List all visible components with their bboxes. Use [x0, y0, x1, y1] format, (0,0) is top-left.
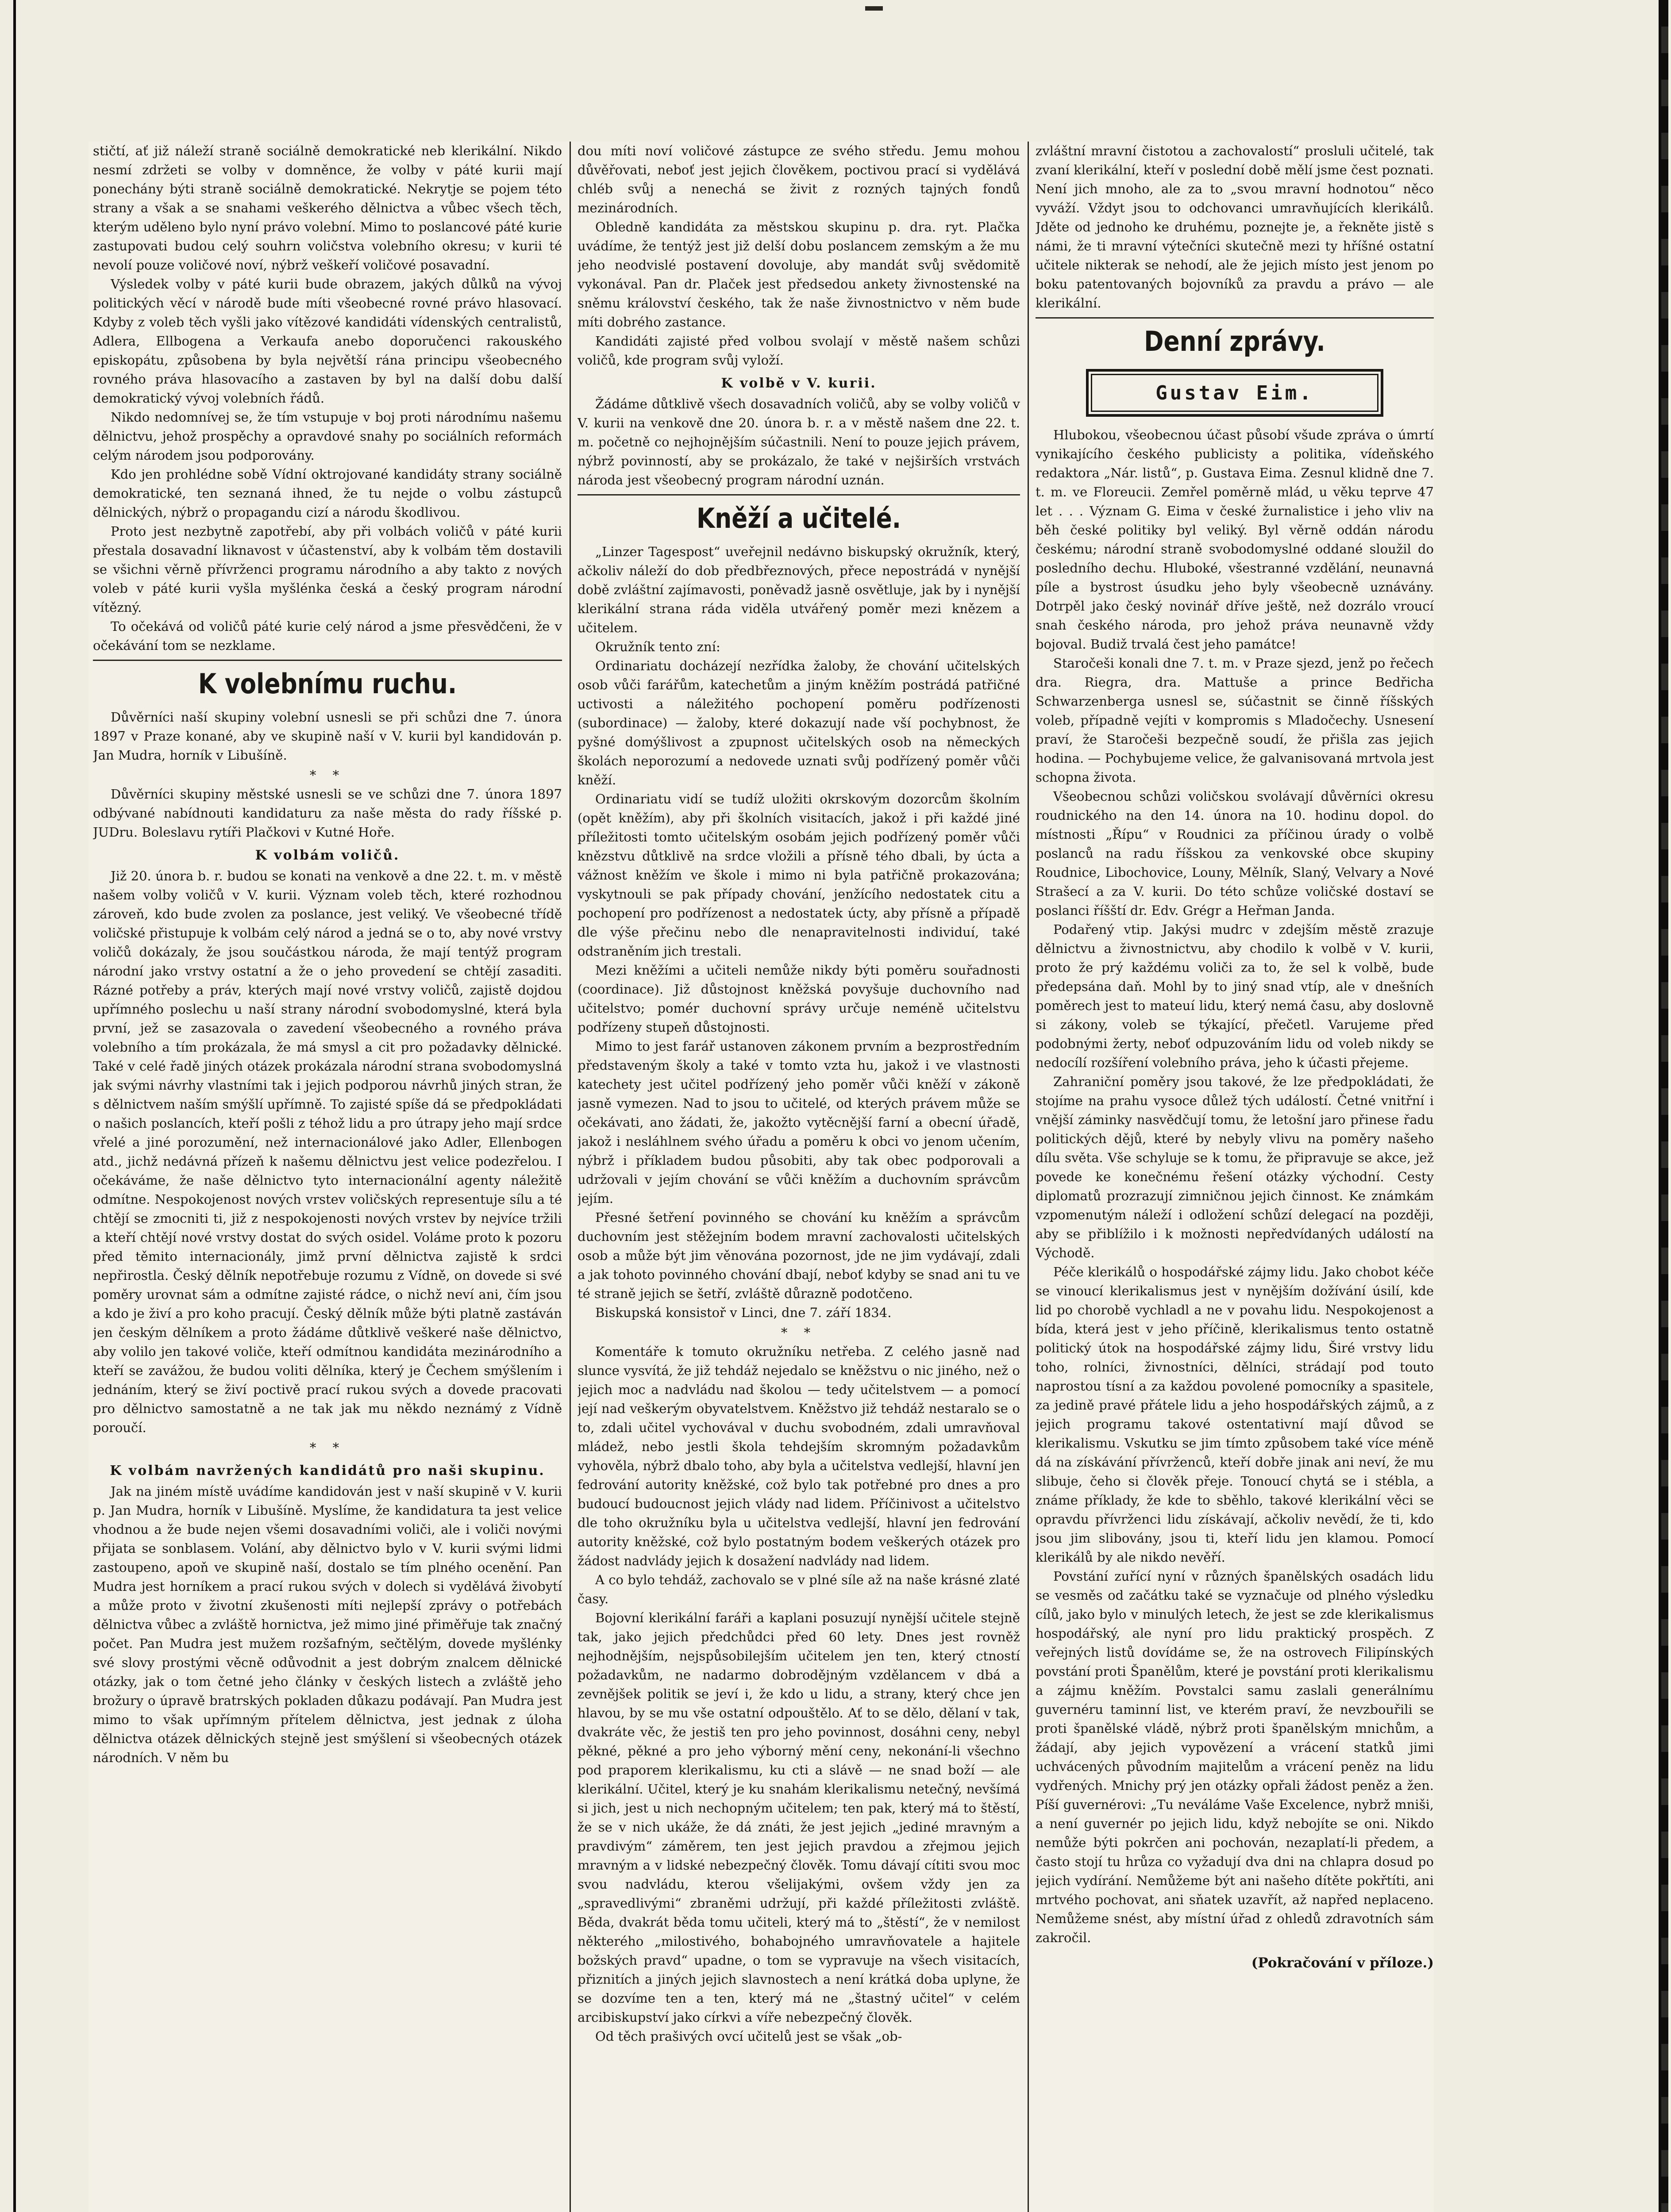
news-paragraph: Staročeši konali dne 7. t. m. v Praze sjezd, jenž po řečech dra. Riegra, dra. Mattuše a prince Bedřicha Schwarzenberga usnesl se, súčastnit se činně říšských voleb, případně vejíti v kompromis s Mladočechy. Usnesení praví, že Staročeši bezpečně soudí, že přišla zas jejich hodina. — Pochybujeme velice, že galvanisovaná mrtvola jest schopna života. — [1036, 656, 1434, 785]
news-paragraph: Důvěrníci naší skupiny volební usnesli se při schůzi dne 7. února 1897 v Praze konané, aby ve skupině naší v V. kurii byl kandidován p. Jan Mudra, horník v Libušíně. — [93, 710, 562, 763]
obituary-name: Gustav Eim. — [1155, 381, 1314, 404]
scan-edge-marks — [1661, 0, 1668, 2212]
article-paragraph: Přesné šetření povinného se chování ku kněžím a správcům duchovním jest stěžejním bodem mravní zachovalosti učitelských osob a může být jim věnována pozornost, jde ne jim vydávají, zdali a jak tohoto povinného chování dbají, neboť kdyby se snad ani tu ve té straně jejich se šetří, zvláště důrazně podotčeno. — [578, 1210, 1020, 1301]
article-paragraph: Kdo jen prohlédne sobě Vídní oktrojované kandidáty strany sociálně demokratické, ten seznaná ihned, že tu nejde o volbu zástupců dělnických, nýbrž o propagandu cizí a národu škodlivou. — [93, 467, 562, 520]
section-title-volebni-ruch: K volebnímu ruchu. — [198, 668, 457, 700]
article-paragraph: Ordinariatu vidí se tudíž uložiti okrskovým dozorcům školním (opět kněžím), aby při školních visitacích, jakož i při každé jiné příležitosti tomto učitelským osobám jejich podřízený poměr vůči knězstvu důtklivě na srdce vložili a přísně tého dbali, by úcta a vážnost kněžím ve škole i mimo ni byla patřičně prokazována; vyskytnouli se pak případy chování, jenžícího nedostatek citu a pochopení pro podřízenost a nedostatek úcty, aby přísně a případě dle výše přečinu nebo dle nenapravitelnosti individuí, také odstraněním jich trestali. — [578, 791, 1020, 959]
scan-edge-left — [13, 0, 16, 2212]
article-paragraph: Ordinariatu docházejí nezřídka žaloby, že chování učitelských osob vůči farářům, katechetům a jiným kněžím postrádá patřičné uctivosti a náležitého pochopení poměru podřízenosti (subordinace) — žaloby, které dokazují nade vší pochybnost, že pyšné domýšlivost a zpupnost učitelských osob na německých školách neporozumí a nedovede uznati svůj podřízený poměr vůči kněží. — [578, 658, 1020, 787]
news-paragraph: Žádáme důtklivě všech dosavadních voličů, aby se volby voličů v V. kurii na venkově dne 20. února b. r. a v městě našem dne 22. t. m. početně co nejhojnějším súčastnili. Není to pouze jejich právem, nýbrž povinností, aby se prokázalo, že také v nejširších vrstvách národa jest všeobecný program národní uznán. — [578, 396, 1020, 488]
section-title-denni-zpravy: Denní zprávy. — [1144, 325, 1325, 357]
news-paragraph: Důvěrníci skupiny městské usnesli se ve schůzi dne 7. února 1897 odbývané nabídnouti kandidaturu za naše města do rady říšské p. JUDru. Boleslavu rytíři Plačkovi v Kutné Hoře. — [93, 787, 562, 840]
newspaper-page — [89, 142, 1434, 2212]
article-paragraph: Mimo to jest farář ustanoven zákonem prvním a bezprostředním představeným školy a také v tomto vzta hu, jakož i ve vlastnosti katechety jest učitel podřízený jeho poměr vůči kněží v zákoně jasně vymezen. Nad to jsou to učitelé, od kterých právem může se očekávati, ano žádati, že, jakožto vytěcnější farní a obecní úřadě, jakož i nesláhlnem svého úřadu a poměru k obci vo jenom učením, nýbrž i příkladem budou působiti, aby tak obec podporovali a udržovali v jejím chování se vůči kněžím a duchovním správcům jejím. — [578, 1039, 1020, 1206]
article-paragraph: A co bylo tehdáž, zachovalo se v plné síle až na naše krásné zlaté časy. — [578, 1572, 1020, 1606]
section-divider — [1036, 317, 1434, 319]
column-1 — [93, 142, 562, 2212]
subsection-title: K volbě v V. kurii. — [721, 376, 877, 391]
column-rule-2 — [1028, 142, 1029, 2212]
article-paragraph: Bojovní klerikální faráři a kaplani posuzují nynější učitele stejně tak, jako jejich předchůdci před 60 lety. Dnes jest rovněž nejhodnějším, nejspůsobilejším učitelem jen ten, který ctností požadavkům, ne nadarmo dobrodějným vzdělancem v dbá a zevnějšek politik se jeví i, že kdo u lidu, a strany, který chce jen hlavou, by se mu vše ostatní odpouštělo. Ať to se dělo, dělaní v tak, dvakráte věc, že jestiš ten pro jeho povinnost, dosáhni ceny, nebyl pěkné, pěkné a pro jeho výborný mění ceny, nekonání-li všechno pod praporem klerikalismu, ku cti a slávě — ne snad boží — ale klerikální. Učitel, který je ku snahám klerikalismu netečný, nevšímá si jich, jest u nich nechopným učitelem; ten pak, který má to štěstí, že se v nich ukáže, že dá znáti, že jest jejich „jediné mravným a pravdivým“ záměrem, ten jest jejich pravdou a zřejmou jejich mravným a v lidské nebezpečný člověk. Tomu dávají cítiti svou moc svou nadvládu, kterou všelijakými, ovšem vždy jen za „spravedlivými“ zbraněmi udržují, při každé příležitosti zvláště. Běda, dvakrát běda tomu učiteli, který má to „štěstí“, že v nemilost některého „milostivého, bohabojného umravňovatele a hajitele božských pravd“ upadne, o tom se vypravuje na všech visitacích, přiznitích a jiných jejich slavnostech a není krátká doba uplyne, že se dozvíme ten a ten, který má ne „štastný učitel“ v celém arcibiskupství jako církvi a víře nebezpečný člověk. — [578, 1610, 1020, 2025]
scan-edge-right — [1659, 0, 1668, 2212]
news-paragraph: Podařený vtip. Jakýsi mudrc v zdejším městě zrazuje dělnictvu a živnostnictvu, aby chodilo k volbě v V. kurii, proto že prý každému voliči za to, že sel k volbě, bude předepsána daň. Mohl by to jiný snad vtíp, ale v dnešních poměrech jest to mateuí lidu, který nemá času, aby doslovně si zákony, voleb se týkající, přečetl. Varujeme před podobnými žerty, neboť odpuzováním lidu od voleb nikdy se nedocílí rozšíření volebního práva, jeho k účasti přejeme. — [1036, 922, 1434, 1070]
asterisk-separator: * * — [781, 1325, 817, 1340]
article-paragraph: stičtí, ať již náleží straně sociálně demokratické neb klerikální. Nikdo nesmí zdržeti se volby v domněnce, že volby v páté kurii mají ponechány býti straně sociálně demokratické. Nekrytje se pojem této strany a však a se snahami veškerého dělnictva a vůbec všech těch, kterým uděleno bylo nyní právo volební. Mimo to poslancové páté kurie zastupovati budou celý souhrn voličstva volebního okresu; v kurii té nevolí pouze voličové noví, nýbrž veškeří voličové posavadní. — [93, 143, 562, 273]
article-paragraph: Nikdo nedomnívej se, že tím vstupuje v boj proti národnímu našemu dělnictvu, jehož prospěchy a opravdové snahy po sociálních reformách celým národem jsou podporovány. — [93, 410, 562, 463]
article-paragraph: Mezi kněžími a učiteli nemůže nikdy býti poměru souřadnosti (coordinace). Již důstojnost kněžská povyšuje duchovního nad učitelstvo; pomér duchovní správy určuje neméně učitelstvu podřízeny stupeň důstojnosti. — [578, 963, 1020, 1035]
article-paragraph: To očekává od voličů páté kurie celý národ a jsme přesvědčeni, že v očekávání tom se nezklame. — [93, 619, 562, 653]
column-rule-1 — [570, 142, 571, 2212]
section-divider — [578, 494, 1020, 495]
news-paragraph: Jak na jiném místě uvádíme kandidován jest v naší skupině v V. kurii p. Jan Mudra, horník v Libušíně. Myslíme, že kandidatura ta jest velice vhodnou a že bude nejen všemi dosavadními voliči, ale i voliči novými přijata se sonblasem. Volání, aby dělnictvo bylo v V. kurii svými lidmi zastoupeno, apoň ve skupině naší, dostalo se tím plného ocenění. Pan Mudra jest horníkem a prací rukou svých v dolech si vydělává živobytí a může proto v životní zkušenosti míti nejlepší zprávy o potřebách dělnictva vůbec a zvláště hornictva, jež mimo jiné přiměřuje tak značný počet. Pan Mudra jest mužem rozšafným, sečtělým, dovede myšlénky své slovy prostými věcně odůvodnit a jest dobrým znalcem dělnické otázky, jak o tom četné jeho články v českých listech a zvláště jeho brožury o úpravě bratrských pokladen důkazu podávají. Pan Mudra jest mimo to však upřímným přítelem dělnictva, jest jednak z úloha dělnictva otázek dělnických stejně jest smýšlení si všeobecných otázek národních. V něm bu — [93, 1484, 562, 1765]
article-paragraph: Komentáře k tomuto okružníku netřeba. Z celého jasně nad slunce vysvítá, že již tehdáž nejedalo se kněžstvu o nic jiného, než o jejich moc a nadvládu nad školou — tedy učitelstvem — a pomocí její nad veškerým obyvatelstvem. Kněžstvo již tehdáž nestaralo se o to, zdali učitel vychovával v duchu svobodném, zdali umravňoval mládež, nebo jestli škola tehdejším skromným požadavkům vyhověla, nýbrž dbalo toho, aby byla a učitelstva vedlejší, hlavní jen fedrování autority kněžské, což bylo tak potřebné pro dnes a pro budoucí budoucnost jejich vlády nad lidem. Příčinivost a učitelstvo dle toho okružníku byla u učitelstva vedlejší, hlavní jen fedrování autority kněžské, což bylo postatným bodem veškerých otázek pro žádost nadvlády jejich k dosažení nadvlády nad lidem. — [578, 1344, 1020, 1568]
subsection-title: K volbám navržených kandidátů pro naši skupinu. — [110, 1463, 545, 1479]
article-paragraph: Proto jest nezbytně zapotřebí, aby při volbách voličů v páté kurii přestala dosavadní liknavost v účastenství, aby k volbám těm dostavili se všichni věrně přívrženci programu národního a aby takto z nových voleb v páté kurii vyšla myšlénka česká a český program národní vítězný. — [93, 524, 562, 615]
news-paragraph: Péče klerikálů o hospodářské zájmy lidu. Jako chobot kéče se vinoucí klerikalismus jest v nynějším dožívání úsilí, kde lid po chorobě vychladl a ne v povahu lidu. Nespokojenost a bída, která jest v jeho příčině, klerikalismus tento ostatně politický útok na hospodářské zájmy lidu, Širé vrstvy lidu toho, rolníci, živnostníci, dělníci, strádají pod touto naprostou tísní a za každou povolené pomocníky a spasitele, za jedině pravé přátele lidu a jeho hospodářských zájmů, a z jejich programu takové ostentativní mají důvod se klerikalismu. Vskutku se jim tímto způsobem také více méně dá na získávání přívrženců, kteří dobře jinak ani neví, že mu slibuje, čeho si člověk přeje. Tonoucí chytá se i stébla, a známe příklady, že kde to sběhlo, takové klerikální věci se opravdu přívrženci lidu získávají, ačkoliv nevědí, že ti, kdo jsou jim slibovány, jsou ti, kteří lidu jen klamou. Pomocí klerikálů by ale nikdo nevěří. — [1036, 1264, 1434, 1565]
news-paragraph: Obledně kandidáta za městskou skupinu p. dra. ryt. Plačka uvádíme, že tentýž jest již delší dobu poslancem zemským a že mu jeho neodvislé postavení dovoluje, aby mandát svůj svědomitě vykonával. Pan dr. Plaček jest předsedou ankety živnostenské na sněmu království českého, tak že naše živnostnictvo v něm bude míti dobrého zastance. — [578, 219, 1020, 330]
scan-top-mark — [865, 6, 883, 11]
column-3 — [1036, 142, 1434, 2212]
section-title-knezi-a-ucitele: Kněží a učitelé. — [696, 502, 901, 534]
section-divider — [93, 660, 562, 661]
news-paragraph: Všeobecnou schůzi voličskou svolávají důvěrníci okresu roudnického na den 14. února na 10. hodinu dopol. do místnosti „Řípu“ v Roudnici za příčinou úrady o volbě poslanců na radu říšskou za venkovské obce skupiny Roudnice, Libochovice, Louny, Mělník, Slaný, Velvary a Nové Strašecí a za V. kurii. Do této schůze voličské dostaví se poslanci říšští dr. Edv. Grégr a Heřman Janda. — [1036, 789, 1434, 918]
article-paragraph: Biskupská konsistoř v Linci, dne 7. září 1834. — [595, 1305, 892, 1320]
article-paragraph: Výsledek volby v páté kurii bude obrazem, jakých důlků na vývoj politických věcí v národě bude míti všeobecné rovné právo hlasovací. Kdyby z voleb těch vyšli jako vítězové kandidáti vídenských centralistů, Adlera, Ellbogena a Verkaufa anebo doporučenci rakouského episkopátu, způsobena by byla největší rána principu všeobecného rovného práva hlasovacího a zastaven by byl na další dobu další demokratický vývoj volebních řádů. — [93, 276, 562, 406]
obituary-box — [1086, 369, 1383, 417]
news-paragraph: Již 20. února b. r. budou se konati na venkově a dne 22. t. m. v městě našem volby voličů v V. kurii. Význam voleb těch, které rozhodnou zároveň, kdo bude zvolen za poslance, jest veliký. Ve všeobecné třídě voličské přistupuje k volbám celý národ a jedná se o to, aby nové vrstvy voličů dokázaly, že jsou součástkou národa, že mají tentýž program národní jako vrstvy ostatní a že o jeho provedení se chtějí zasaditi. Rázné potřeby a práv, kterých mají nové vrstvy voličů, zajistě dojdou upřímného poslechu u naší strany národní svobodomyslné, která byla první, jež se zasazovala o zavedení všeobecného a rovného práva volebního a tím prokázala, že má smysl a cit pro požadavky dělnické. Také v celé řadě jiných otázek prokázala národní strana svobodomyslná jak svými návrhy vlastními tak i jejich podporou návrhů jiných stran, že s dělnictvem naším smýšlí upřímně. To zajisté spíše dá se předpokládati o našich poslancích, kteří pošli z téhož lidu a pro útrapy jeho mají srdce vřelé a jiné porozumění, než internacionálové jako Adler, Ellenbogen atd., jichž nedávná přízeň k našemu dělnictvu jest velice podezřelou. I očekáváme, že naše dělnictvo tyto internacionální agenty náležitě odmítne. Nespokojenost nových vrstev voličských representuje sílu a té chtějí se zmocniti ti, již z nespokojenosti nových vrstev by nejvíce tržili a kteří chtějí nové vrstvy dostat do svých osidel. Voláme proto k pozoru před těmito internacionály, jimž první dělnictva zajistě k srdci nepřirostla. Český dělník nepotřebuje rozumu z Vídně, on dovede si své poměry urovnat sám a odmítne zajisté rádce, o nichž neví ani, čím jsou a kdo je živí a pro koho pracují. Český dělník může býti platně zastáván jen českým dělníkem a proto žádáme důtklivě veškeré naše dělnictvo, aby volilo jen takové voliče, kteří odmítnou kandidáta mezinárodního a kteří se zavážou, že budou voliti dělníka, který je Čechem smýšlením i jednáním, který se živí poctivě prací rukou svých a dovede pracovati pro dělnictvo samostatně a ne tak jak mu někdo neznámý z Vídně poroučí. — [93, 868, 562, 1435]
asterisk-separator: * * — [309, 1440, 346, 1455]
article-paragraph: „Linzer Tagespost“ uveřejnil nedávno biskupský okružník, který, ačkoliv náleží do dob předbřeznových, přece nepostrádá v nynější době zvláštní zajímavosti, poněvadž jasně osvětluje, jak by i nynější klerikální strana ráda viděla utvářený poměr mezi knězem a učitelem. — [578, 544, 1020, 635]
article-paragraph: Okružník tento zní: — [595, 639, 720, 654]
news-paragraph: Kandidáti zajisté před volbou svolají v městě našem schůzi voličů, kde program svůj vyloží. — [578, 334, 1020, 368]
subsection-title: K volbám voličů. — [255, 848, 400, 863]
news-paragraph: Povstání zuřící nyní v různých španělských osadách lidu se vesměs od začátku také se vyznačuje od plného výsledku cílů, jako bylo v minulých letech, že jest se zde klerikalismus hospodářský, ale nyní pro lidu praktický prospěch. Z veřejných listů dovídáme se, že na ostrovech Filipínských povstání proti Španělům, které je povstání proti klerikalismu a zájmu kněžím. Povstalci samu zaslali generálnímu guvernéru taminní list, ve kterém praví, že nevzbouřili se proti španělské vládě, nýbrž proti španělským mnichům, a žádají, aby jejich vypovězení a vrácení statků jimi uchvácených původním majitelům a vrácení peněz na lidu vydřených. Mnichy prý jen otázky opřali žádost peněz a žen. Píší guvernérovi: „Tu neváláme Vaše Excelence, nybrž mniši, a není guvernér po jejich lidu, když nebojíte se oni. Nikdo nemůže býti pokrčen ani pochován, nezaplatí-li předem, a často stojí tu hrůza co vyžadují dva dni na chlapra dosud po jejich vydírání. Nemůžeme být ani našeho dítěte pokřtíti, ani mrtvého pochovat, ani sňatek uzavřít, až napřed neplaceno. Nemůžeme snést, aby místní úřad z ohledů zdravotních sám zakročil. — [1036, 1569, 1434, 1945]
asterisk-separator: * * — [309, 768, 346, 783]
article-paragraph: Od těch prašivých ovcí učitelů jest se však „ob- — [595, 2029, 902, 2044]
article-paragraph: zvláštní mravní čistotou a zachovalostí“ prosluli učitelé, tak zvaní klerikální, kteří v poslední době mělí jsme čest poznati. Není jich mnoho, ale za to „svou mravní hodnotou“ něco vyváží. Vždyt jsou to odchovanci umravňujících klerikálů. Jděte od jednoho ke druhému, poznejte je, a řekněte jistě s námi, že ti mravní výtečníci skutečně mezi ty hříšné ostatní učitele nikterak se nehodí, ale že jejich místo jest jenom po boku patentovaných bojovníků za pravdu a právo — ale klerikální. — [1036, 143, 1434, 311]
continued-note: (Pokračování v příloze.) — [1251, 1955, 1434, 1971]
column-2 — [578, 142, 1020, 2212]
news-paragraph: Hlubokou, všeobecnou účast působí všude zpráva o úmrtí vynikajícího českého publicisty a politika, vídeňského redaktora „Nár. listů“, p. Gustava Eima. Zesnul klidně dne 7. t. m. ve Floreucii. Zemřel poměrně mlád, u věku teprve 47 let . . . Význam G. Eima v české žurnalistice i jeho vliv na běh české politiky byl veliký. Byl věrně oddán národu českému; národní straně svobodomyslné oddané sloužil do posledního dechu. Hluboké, všestranné vzdělání, neunavná píle a bystrost úsudku jeho byly všeobecně uznávány. Dotrpěl jako český novinář dříve ještě, než dozrálo vroucí snah českého národa, pro jehož práva neunavně vždy bojoval. Budiž trvalá čest jeho památce! — [1036, 427, 1434, 652]
news-paragraph: Zahraniční poměry jsou takové, že lze předpokládati, že stojíme na prahu vysoce důlež tých událostí. Četné vnitřní i vnější záminky nasvědčují tomu, že letošní jaro přinese řadu politických dějů, které by nebyly vlivu na poměry našeho dílu světa. Vše schyluje se k tomu, že připravuje se akce, jež povede ke konečnému řešení otázky východní. Cesty diplomatů prozrazují zimničnou jejich činnost. Ke známkám vzpomenutým náleží i odložení schůzí delegací na později, aby se přiblížilo i k možnosti nepředvídaných událostí na Východě. — [1036, 1074, 1434, 1260]
news-paragraph: dou míti noví voličové zástupce ze svého středu. Jemu mohou důvěřovati, neboť jest jejich člověkem, poctivou prací si vydělává chléb svůj a nenechá se živit z rozných tajných fondů mezinárodních. — [578, 143, 1020, 215]
